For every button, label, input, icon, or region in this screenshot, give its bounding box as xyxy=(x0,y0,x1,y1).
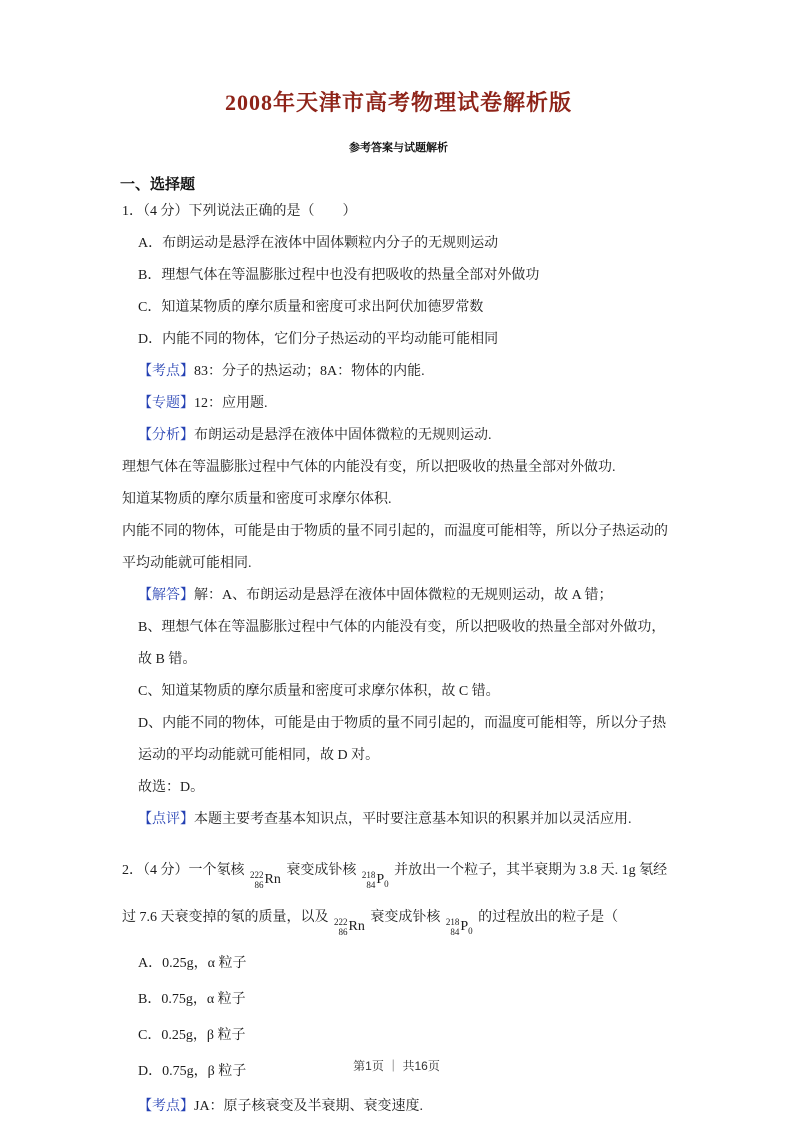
q2-stem xyxy=(120,852,677,946)
isotope-numbers xyxy=(446,917,460,937)
text-run: 解：A、布朗运动是悬浮在液体中固体微粒的无规则运动，故 A 错； xyxy=(194,588,613,603)
text-run: 衰变成钋核 xyxy=(282,863,360,878)
option-column: D．0.75g，β 粒子 xyxy=(138,1064,247,1079)
q1-jieda-b xyxy=(120,612,677,676)
text-run: D．内能不同的物体，它们分子热运动的平均动能可能相同 xyxy=(138,332,499,347)
element-symbol: Rn xyxy=(264,872,281,887)
mass-number: 222 xyxy=(334,917,348,927)
q2-options-row-2 xyxy=(120,1018,677,1090)
q1-zhuanti xyxy=(120,388,677,420)
element-symbol: P xyxy=(460,919,469,934)
document-subtitle: 参考答案与试题解析 xyxy=(349,142,448,154)
text-run: 布朗运动是悬浮在液体中固体微粒的无规则运动. xyxy=(194,428,492,443)
isotope-numbers xyxy=(250,870,264,890)
isotope-numbers xyxy=(334,917,348,937)
element-symbol: P xyxy=(376,872,385,887)
q2-kaodian xyxy=(120,1090,677,1122)
option-column: B．0.75g，α 粒子 xyxy=(138,992,246,1007)
text-run: 内能不同的物体，可能是由于物质的量不同引起的，而温度可能相等，所以分子热运动的平均动能就可能相同. xyxy=(122,524,668,571)
element-symbol: Rn xyxy=(348,919,365,934)
text-run: 的过程放出的粒子是（ xyxy=(474,910,619,925)
tag-label: 【考点】 xyxy=(138,1099,194,1114)
text-run: 理想气体在等温膨胀过程中气体的内能没有变，所以把吸收的热量全部对外做功. xyxy=(122,460,616,475)
element-symbol-subscript: 0 xyxy=(384,879,389,889)
isotope-numbers xyxy=(362,870,376,890)
q1-fenxi-line-3 xyxy=(120,484,677,516)
q1-option-c xyxy=(120,292,677,324)
q1-fenxi-line-2 xyxy=(120,452,677,484)
q2-options-row-1 xyxy=(120,946,677,1018)
isotope-notation xyxy=(446,908,473,946)
text-run: 2．（4 分）一个氡核 xyxy=(122,863,248,878)
text-run: 知道某物质的摩尔质量和密度可求摩尔体积. xyxy=(122,492,392,507)
text-run: 衰变成钋核 xyxy=(366,910,444,925)
atomic-number: 84 xyxy=(450,927,460,937)
text-run: 并放出一个粒子，其半衰期为 3.8 天. 1g 氡经过 7.6 天衰变掉的氡的质量，以及 xyxy=(122,863,668,925)
q1-dianping xyxy=(120,804,677,836)
tag-label: 【解答】 xyxy=(138,588,194,603)
text-run: 83：分子的热运动；8A：物体的内能. xyxy=(194,364,425,379)
q1-fenxi-line-4 xyxy=(120,516,677,580)
option-column: A．0.25g，α 粒子 xyxy=(138,956,247,971)
q1-jieda-a xyxy=(120,580,677,612)
text-run: JA：原子核衰变及半衰期、衰变速度. xyxy=(194,1099,424,1114)
text-run: 1．（4 分）下列说法正确的是（ ） xyxy=(122,204,357,219)
mass-number: 222 xyxy=(250,870,264,880)
atomic-number: 86 xyxy=(338,927,348,937)
text-run: A．布朗运动是悬浮在液体中固体颗粒内分子的无规则运动 xyxy=(138,236,499,251)
text-run: 本题主要考查基本知识点，平时要注意基本知识的积累并加以灵活应用. xyxy=(194,812,632,827)
tag-label: 【点评】 xyxy=(138,812,194,827)
tag-label: 【分析】 xyxy=(138,428,194,443)
q1-option-a xyxy=(120,228,677,260)
q1-jieda-d xyxy=(120,708,677,772)
element-symbol-subscript: 0 xyxy=(468,926,473,936)
document-title: 2008年天津市高考物理试卷解析版 xyxy=(224,90,572,115)
document-body xyxy=(120,196,677,1122)
tag-label: 【考点】 xyxy=(138,364,194,379)
isotope-notation xyxy=(362,861,389,899)
q1-kaodian xyxy=(120,356,677,388)
mass-number: 218 xyxy=(361,870,376,880)
mass-number: 218 xyxy=(445,917,460,927)
q1-option-d xyxy=(120,324,677,356)
text-run: 故选：D。 xyxy=(138,780,205,795)
text-run: C、知道某物质的摩尔质量和密度可求摩尔体积，故 C 错。 xyxy=(138,684,500,699)
tag-label: 【专题】 xyxy=(138,396,194,411)
text-run: C．知道某物质的摩尔质量和密度可求出阿伏加德罗常数 xyxy=(138,300,484,315)
text-run: D、内能不同的物体，可能是由于物质的量不同引起的，而温度可能相等，所以分子热运动的平均动能就可能相同，故 D 对。 xyxy=(138,716,667,763)
q1-stem xyxy=(120,196,677,228)
atomic-number: 86 xyxy=(254,880,264,890)
option-column: C．0.25g，β 粒子 xyxy=(138,1028,246,1043)
atomic-number: 84 xyxy=(366,880,376,890)
q1-fenxi xyxy=(120,420,677,452)
isotope-notation xyxy=(250,870,281,890)
page-footer: 第1页 ｜ 共16页 xyxy=(353,1059,440,1073)
text-run: B．理想气体在等温膨胀过程中也没有把吸收的热量全部对外做功 xyxy=(138,268,540,283)
q1-answer xyxy=(120,772,677,804)
isotope-notation xyxy=(334,917,365,937)
section-heading: 一、选择题 xyxy=(120,177,196,193)
text-run: B、理想气体在等温膨胀过程中气体的内能没有变，所以把吸收的热量全部对外做功，故 B 错。 xyxy=(138,620,666,667)
q1-option-b xyxy=(120,260,677,292)
q1-jieda-c xyxy=(120,676,677,708)
text-run: 12：应用题. xyxy=(194,396,268,411)
